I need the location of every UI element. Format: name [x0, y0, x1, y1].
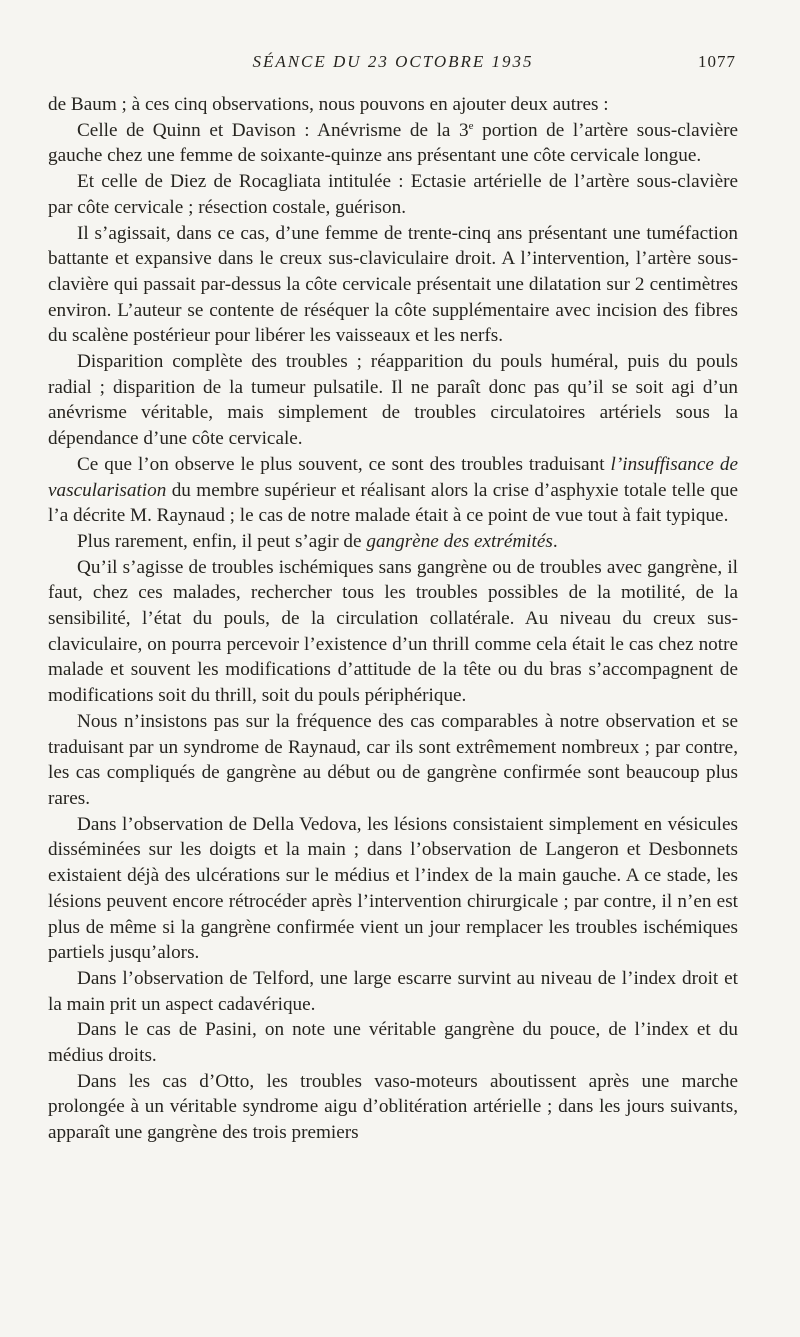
paragraph-8: Qu’il s’agisse de troubles ischémiques sans gangrène ou de troubles avec gangrène, il faut, chez ces malades, rechercher tous les troubles possibles de la motilité, de la sensibilité, l’état du pouls, de la circulation collatérale. Au niveau du creux sus-claviculaire, on pourra percevoir l’existence d’un thrill comme cela était le cas chez notre malade et souvent les modifications d’attitude de la tête ou du bras s’accompagnent de modifications soit du thrill, soit du pouls périphérique. [48, 556, 738, 707]
book-page [48, 0, 738, 1337]
paragraph-6-text-b: du membre supérieur et réalisant alors la crise d’asphyxie totale telle que l’a décrite M. Raynaud ; le cas de notre malade était à ce point de vue tout à fait typique. [48, 479, 738, 527]
paragraph-7 [48, 529, 738, 555]
paragraph-9: Nous n’insistons pas sur la fréquence des cas comparables à notre observation et se traduisant par un syndrome de Raynaud, car ils sont extrêmement nombreux ; par contre, les cas compliqués de gangrène au début ou de gangrène confirmée sont beaucoup plus rares. [48, 710, 738, 809]
paragraph-7-text-b: . [552, 530, 558, 552]
paragraph-2-text-b: portion de l’artère sous-clavière gauche chez une femme de soixante-quinze ans présentant une côte cervicale longue. [48, 119, 739, 167]
italic-phrase: l’insuffisance de vascularisation [48, 453, 738, 501]
paragraph-1: de Baum ; à ces cinq observations, nous pouvons en ajouter deux autres : [48, 94, 609, 115]
running-head [48, 50, 738, 74]
paragraph-7-text-a: Plus rarement, enfin, il peut s’agir de [77, 530, 367, 552]
paragraph-12: Dans le cas de Pasini, on note une véritable gangrène du pouce, de l’index et du médius droits. [48, 1019, 738, 1067]
paragraph-2-text-a: Celle de Quinn et Davison : Anévrisme de la 3 [77, 119, 469, 141]
paragraph-3: Et celle de Diez de Rocagliata intitulée : Ectasie artérielle de l’artère sous-clavière par côte cervicale ; résection costale, guérison. [48, 171, 738, 218]
paragraph-4: Il s’agissait, dans ce cas, d’une femme de trente-cinq ans présentant une tuméfaction battante et expansive dans le creux sus-claviculaire droit. A l’intervention, l’artère sous-clavière qui passait par-dessus la côte cervicale présentait une dilatation sur 2 centimètres environ. L’auteur se contente de réséquer la côte supplémentaire avec incision des fibres du scalène postérieur pour libérer les vaisseaux et les nerfs. [48, 222, 738, 347]
paragraph-2 [48, 118, 738, 169]
paragraph-6 [48, 452, 738, 529]
italic-phrase: gangrène des extrémités [366, 530, 553, 552]
paragraph-13: Dans les cas d’Otto, les troubles vaso-moteurs aboutissent après une marche prolongée à un véritable syndrome aigu d’oblitération artérielle ; dans les jours suivants, apparaît une gangrène des trois premiers [48, 1070, 738, 1144]
paragraph-11: Dans l’observation de Telford, une large escarre survint au niveau de l’index droit et la main prit un aspect cadavérique. [48, 967, 738, 1015]
paragraph-6-text-a: Ce que l’on observe le plus souvent, ce sont des troubles traduisant [77, 453, 611, 475]
paragraph-10: Dans l’observation de Della Vedova, les lésions consistaient simplement en vésicules disséminées sur les doigts et la main ; dans l’observation de Langeron et Desbonnets existaient déjà des ulcérations sur le médius et l’index de la main gauche. A ce stade, les lésions peuvent encore rétrocéder après l’intervention chirurgicale ; par contre, il n’en est plus de même si la gangrène confirmée vient un jour remplacer les troubles ischémiques partiels jusqu’alors. [48, 813, 738, 964]
ordinal-superscript: e [468, 119, 474, 132]
running-title: SÉANCE DU 23 OCTOBRE 1935 [252, 52, 534, 71]
page-number: 1077 [698, 52, 736, 71]
paragraph-5: Disparition complète des troubles ; réapparition du pouls huméral, puis du pouls radial ; disparition de la tumeur pulsatile. Il ne paraît donc pas qu’il se soit agi d’un anévrisme véritable, mais simplement de troubles circulatoires artériels sous la dépendance d’une côte cervicale. [48, 351, 738, 450]
page-body [48, 92, 738, 1146]
